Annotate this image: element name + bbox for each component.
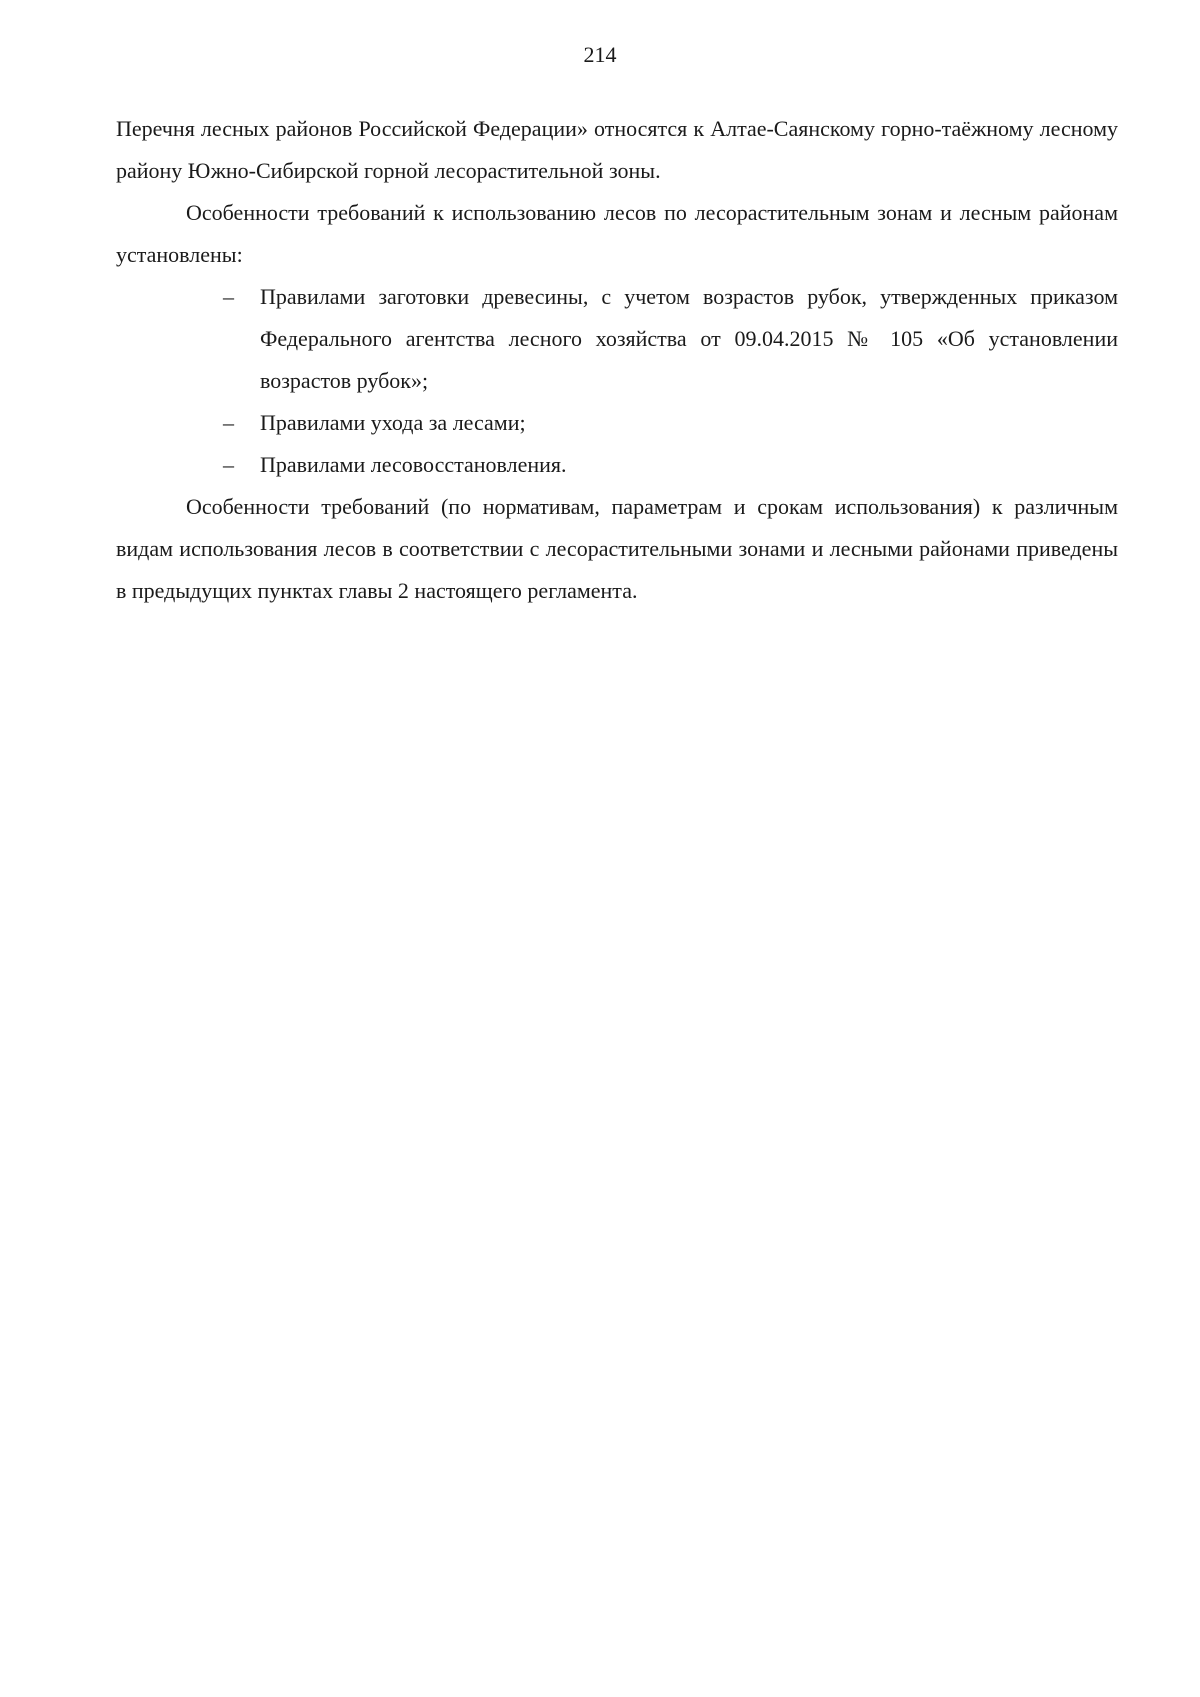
list-item-text: Правилами лесовосстановления. — [260, 452, 567, 477]
paragraph-1: Перечня лесных районов Российской Федерации» относятся к Алтае-Саянскому горно-таёжному лесному району Южно-Сибирской горной лесорастительной зоны. — [116, 116, 1118, 183]
list-item-text: Правилами ухода за лесами; — [260, 410, 526, 435]
list-item — [223, 402, 1118, 444]
paragraph-3: Особенности требований (по нормативам, параметрам и срокам использования) к различным видам использования лесов в соответствии с лесорастительными зонами и лесными районами приведены в предыдущих пунктах главы 2 настоящего регламента. — [116, 494, 1118, 603]
dash-bullet-icon: – — [223, 452, 234, 477]
document-body — [116, 108, 1118, 612]
paragraph-2: Особенности требований к использованию лесов по лесорастительным зонам и лесным районам установлены: — [116, 200, 1118, 267]
page-number: 214 — [583, 42, 617, 67]
list-item — [223, 444, 1118, 486]
list-item-text: Правилами заготовки древесины, с учетом возрастов рубок, утвержденных приказом Федерального агентства лесного хозяйства от 09.04.2015 № 105 «Об установлении возрастов рубок»; — [260, 284, 1118, 393]
list-item — [223, 276, 1118, 402]
requirements-list — [116, 276, 1118, 486]
dash-bullet-icon: – — [223, 284, 234, 309]
dash-bullet-icon: – — [223, 410, 234, 435]
